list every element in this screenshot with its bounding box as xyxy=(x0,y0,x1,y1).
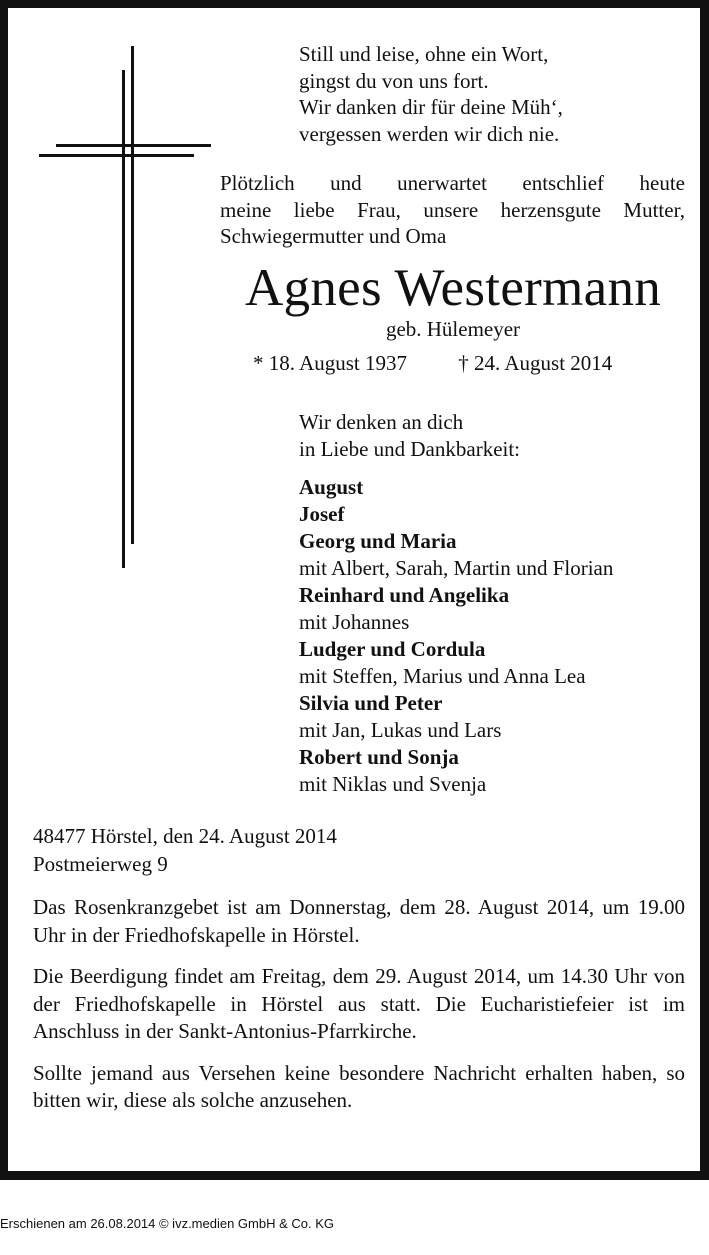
family-member: Ludger und Cordula xyxy=(299,637,486,661)
cross-icon xyxy=(8,8,228,588)
family-member: August xyxy=(299,475,364,499)
family-children: mit Jan, Lukas und Lars xyxy=(299,718,502,742)
family-member: Josef xyxy=(299,502,345,526)
family-member: Reinhard und Angelika xyxy=(299,583,510,607)
funeral-notice: Die Beerdigung findet am Freitag, dem 29. August 2014, um 14.30 Uhr von der Friedhofskapelle in Hörstel aus statt. Die Eucharistiefeier ist im Anschluss in der Sankt-Antonius-Pfarrkirche. xyxy=(33,964,685,1043)
thanks-line: in Liebe und Dankbarkeit: xyxy=(299,437,521,461)
family-children: mit Steffen, Marius und Anna Lea xyxy=(299,664,586,688)
family-member: Georg und Maria xyxy=(299,529,457,553)
notice-section xyxy=(33,823,685,1129)
verse-line: gingst du von uns fort. xyxy=(299,68,489,93)
rosary-notice: Das Rosenkranzgebet ist am Donnerstag, dem 28. August 2014, um 19.00 Uhr in der Friedhofskapelle in Hörstel. xyxy=(33,895,685,947)
family-children: mit Albert, Sarah, Martin und Florian xyxy=(299,556,614,580)
thanks-line: Wir denken an dich xyxy=(299,410,464,434)
verse-line: vergessen werden wir dich nie. xyxy=(299,121,560,146)
publication-footer: Erschienen am 26.08.2014 © ivz.medien GmbH & Co. KG xyxy=(0,1216,335,1231)
closing-notice: Sollte jemand aus Versehen keine besondere Nachricht erhalten haben, so bitten wir, diese als solche anzusehen. xyxy=(33,1060,685,1112)
verse-line: Wir danken dir für deine Müh‘, xyxy=(299,95,563,119)
verse-line: Still und leise, ohne ein Wort, xyxy=(299,42,549,66)
birth-name: geb. Hülemeyer xyxy=(385,317,521,341)
remembrance-text xyxy=(299,409,520,463)
announcement-intro xyxy=(220,170,685,250)
family-children: mit Niklas und Svenja xyxy=(299,772,487,796)
intro-line: Plötzlich und unerwartet entschlief heute xyxy=(220,171,685,195)
place-date: 48477 Hörstel, den 24. August 2014 xyxy=(33,824,337,848)
death-date: † 24. August 2014 xyxy=(458,351,613,375)
family-member: Robert und Sonja xyxy=(299,745,459,769)
intro-line: Schwiegermutter und Oma xyxy=(220,224,447,248)
intro-line: meine liebe Frau, unsere herzensgute Mutter, xyxy=(220,197,685,222)
family-children: mit Johannes xyxy=(299,610,410,634)
deceased-name: Agnes Westermann xyxy=(244,259,662,317)
street-address: Postmeierweg 9 xyxy=(33,851,168,876)
family-member: Silvia und Peter xyxy=(299,691,443,715)
birth-date: * 18. August 1937 xyxy=(253,351,408,375)
life-dates xyxy=(253,350,612,376)
memorial-verse xyxy=(299,41,563,147)
address-block xyxy=(33,823,685,878)
family-list xyxy=(299,474,613,798)
